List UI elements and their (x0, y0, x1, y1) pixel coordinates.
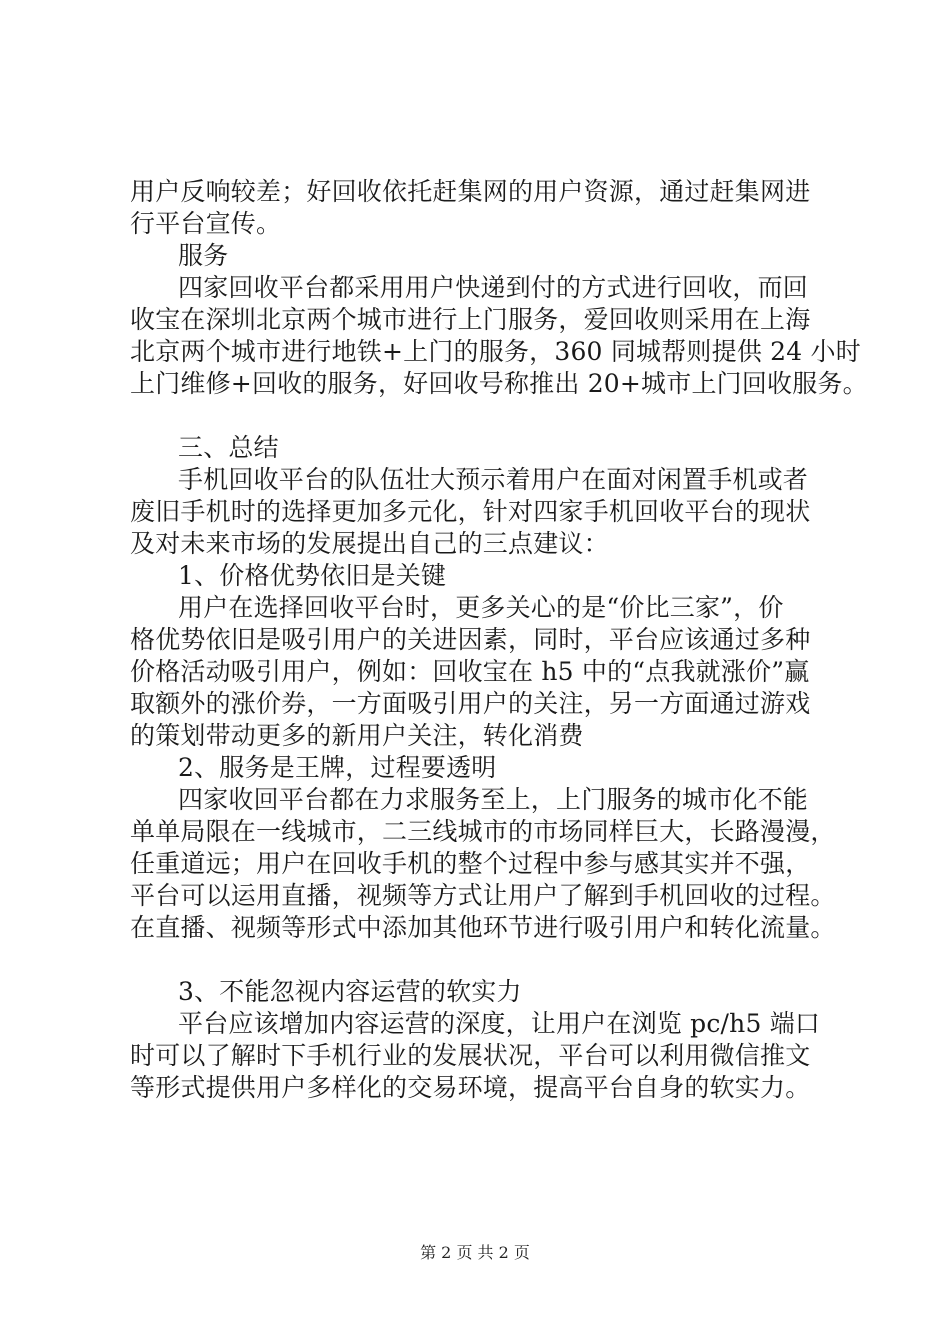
paragraph-line: 取额外的涨价券，一方面吸引用户的关注，另一方面通过游戏 (130, 689, 811, 718)
paragraph-line: 等形式提供用户多样化的交易环境，提高平台自身的软实力。 (130, 1073, 811, 1102)
paragraph-line: 的策划带动更多的新用户关注，转化消费 (130, 721, 584, 750)
paragraph-line: 四家回收平台都采用用户快递到付的方式进行回收，而回 (178, 273, 809, 302)
paragraph-line: 收宝在深圳北京两个城市进行上门服务，爱回收则采用在上海 (130, 305, 811, 334)
paragraph-line: 单单局限在一线城市，二三线城市的市场同样巨大，长路漫漫， (130, 817, 836, 846)
paragraph-line: 平台应该增加内容运营的深度，让用户在浏览 pc/h5 端口 (178, 1009, 821, 1038)
paragraph-line: 行平台宣传。 (130, 209, 282, 238)
section-heading-summary: 三、总结 (178, 433, 279, 462)
paragraph-line: 四家收回平台都在力求服务至上，上门服务的城市化不能 (178, 785, 809, 814)
section-heading-service: 服务 (178, 241, 229, 270)
paragraph-line: 上门维修+回收的服务，好回收号称推出 20+城市上门回收服务。 (130, 369, 868, 398)
paragraph-line: 北京两个城市进行地铁+上门的服务，360 同城帮则提供 24 小时 (130, 337, 861, 366)
paragraph-line: 任重道远；用户在回收手机的整个过程中参与感其实并不强， (130, 849, 811, 878)
page-footer: 第 2 页 共 2 页 (420, 1243, 530, 1262)
paragraph-line: 平台可以运用直播，视频等方式让用户了解到手机回收的过程。 (130, 881, 836, 910)
paragraph-line: 用户在选择回收平台时，更多关心的是“价比三家”，价 (178, 593, 784, 622)
paragraph-line: 用户反响较差；好回收依托赶集网的用户资源，通过赶集网进 (130, 177, 811, 206)
paragraph-line: 废旧手机时的选择更加多元化，针对四家手机回收平台的现状 (130, 497, 811, 526)
paragraph-line: 在直播、视频等形式中添加其他环节进行吸引用户和转化流量。 (130, 913, 836, 942)
paragraph-line: 价格活动吸引用户，例如：回收宝在 h5 中的“点我就涨价”赢 (130, 657, 810, 686)
paragraph-line: 及对未来市场的发展提出自己的三点建议： (130, 529, 609, 558)
paragraph-line: 时可以了解时下手机行业的发展状况，平台可以利用微信推文 (130, 1041, 811, 1070)
subheading-content: 3、不能忽视内容运营的软实力 (178, 977, 522, 1006)
subheading-service: 2、服务是王牌，过程要透明 (178, 753, 497, 782)
subheading-price: 1、价格优势依旧是关键 (178, 561, 447, 590)
paragraph-line: 格优势依旧是吸引用户的关进因素，同时，平台应该通过多种 (130, 625, 811, 654)
paragraph-line: 手机回收平台的队伍壮大预示着用户在面对闲置手机或者 (178, 465, 809, 494)
